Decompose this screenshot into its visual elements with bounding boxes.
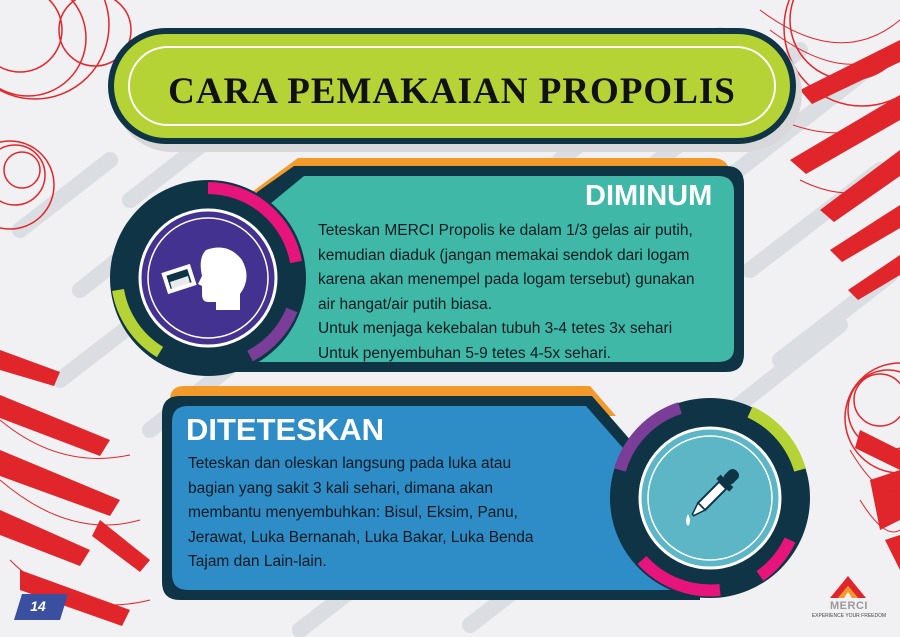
text-line: kemudian diaduk (jangan memakai sendok dari logam	[318, 246, 690, 264]
text-line: Teteskan dan oleskan langsung pada luka atau	[188, 455, 512, 472]
dropper-icon	[670, 458, 750, 538]
text-line: karena akan menempel pada logam tersebut) gunakan	[318, 271, 695, 288]
text-line: Teteskan MERCI Propolis ke dalam 1/3 gelas air putih,	[318, 222, 693, 239]
text-line: Tajam dan Lain-lain.	[188, 553, 327, 570]
brand-tagline: EXPERIENCE YOUR FREEDOM	[811, 613, 887, 619]
brand-name: MERCI	[830, 600, 868, 612]
page-title: CARA PEMAKAIAN PROPOLIS	[168, 71, 736, 112]
diminum-heading: DIMINUM	[585, 180, 713, 212]
text-line: Untuk penyembuhan 5-9 tetes 4-5x sehari.	[318, 344, 611, 362]
text-line: Untuk menjaga kekebalan tubuh 3-4 tetes 3x sehari	[318, 320, 673, 337]
text-line: Jerawat, Luka Bernanah, Luka Bakar, Luka Benda	[188, 528, 534, 546]
text-line: membantu menyembuhkan: Bisul, Eksim, Panu,	[188, 504, 518, 521]
page-number: 14	[30, 598, 46, 614]
diteteskan-text	[188, 452, 534, 575]
diteteskan-heading: DITETESKAN	[186, 412, 385, 447]
text-line: bagian yang sakit 3 kali sehari, dimana akan	[188, 479, 494, 497]
text-line: air hangat/air putih biasa.	[318, 295, 493, 313]
